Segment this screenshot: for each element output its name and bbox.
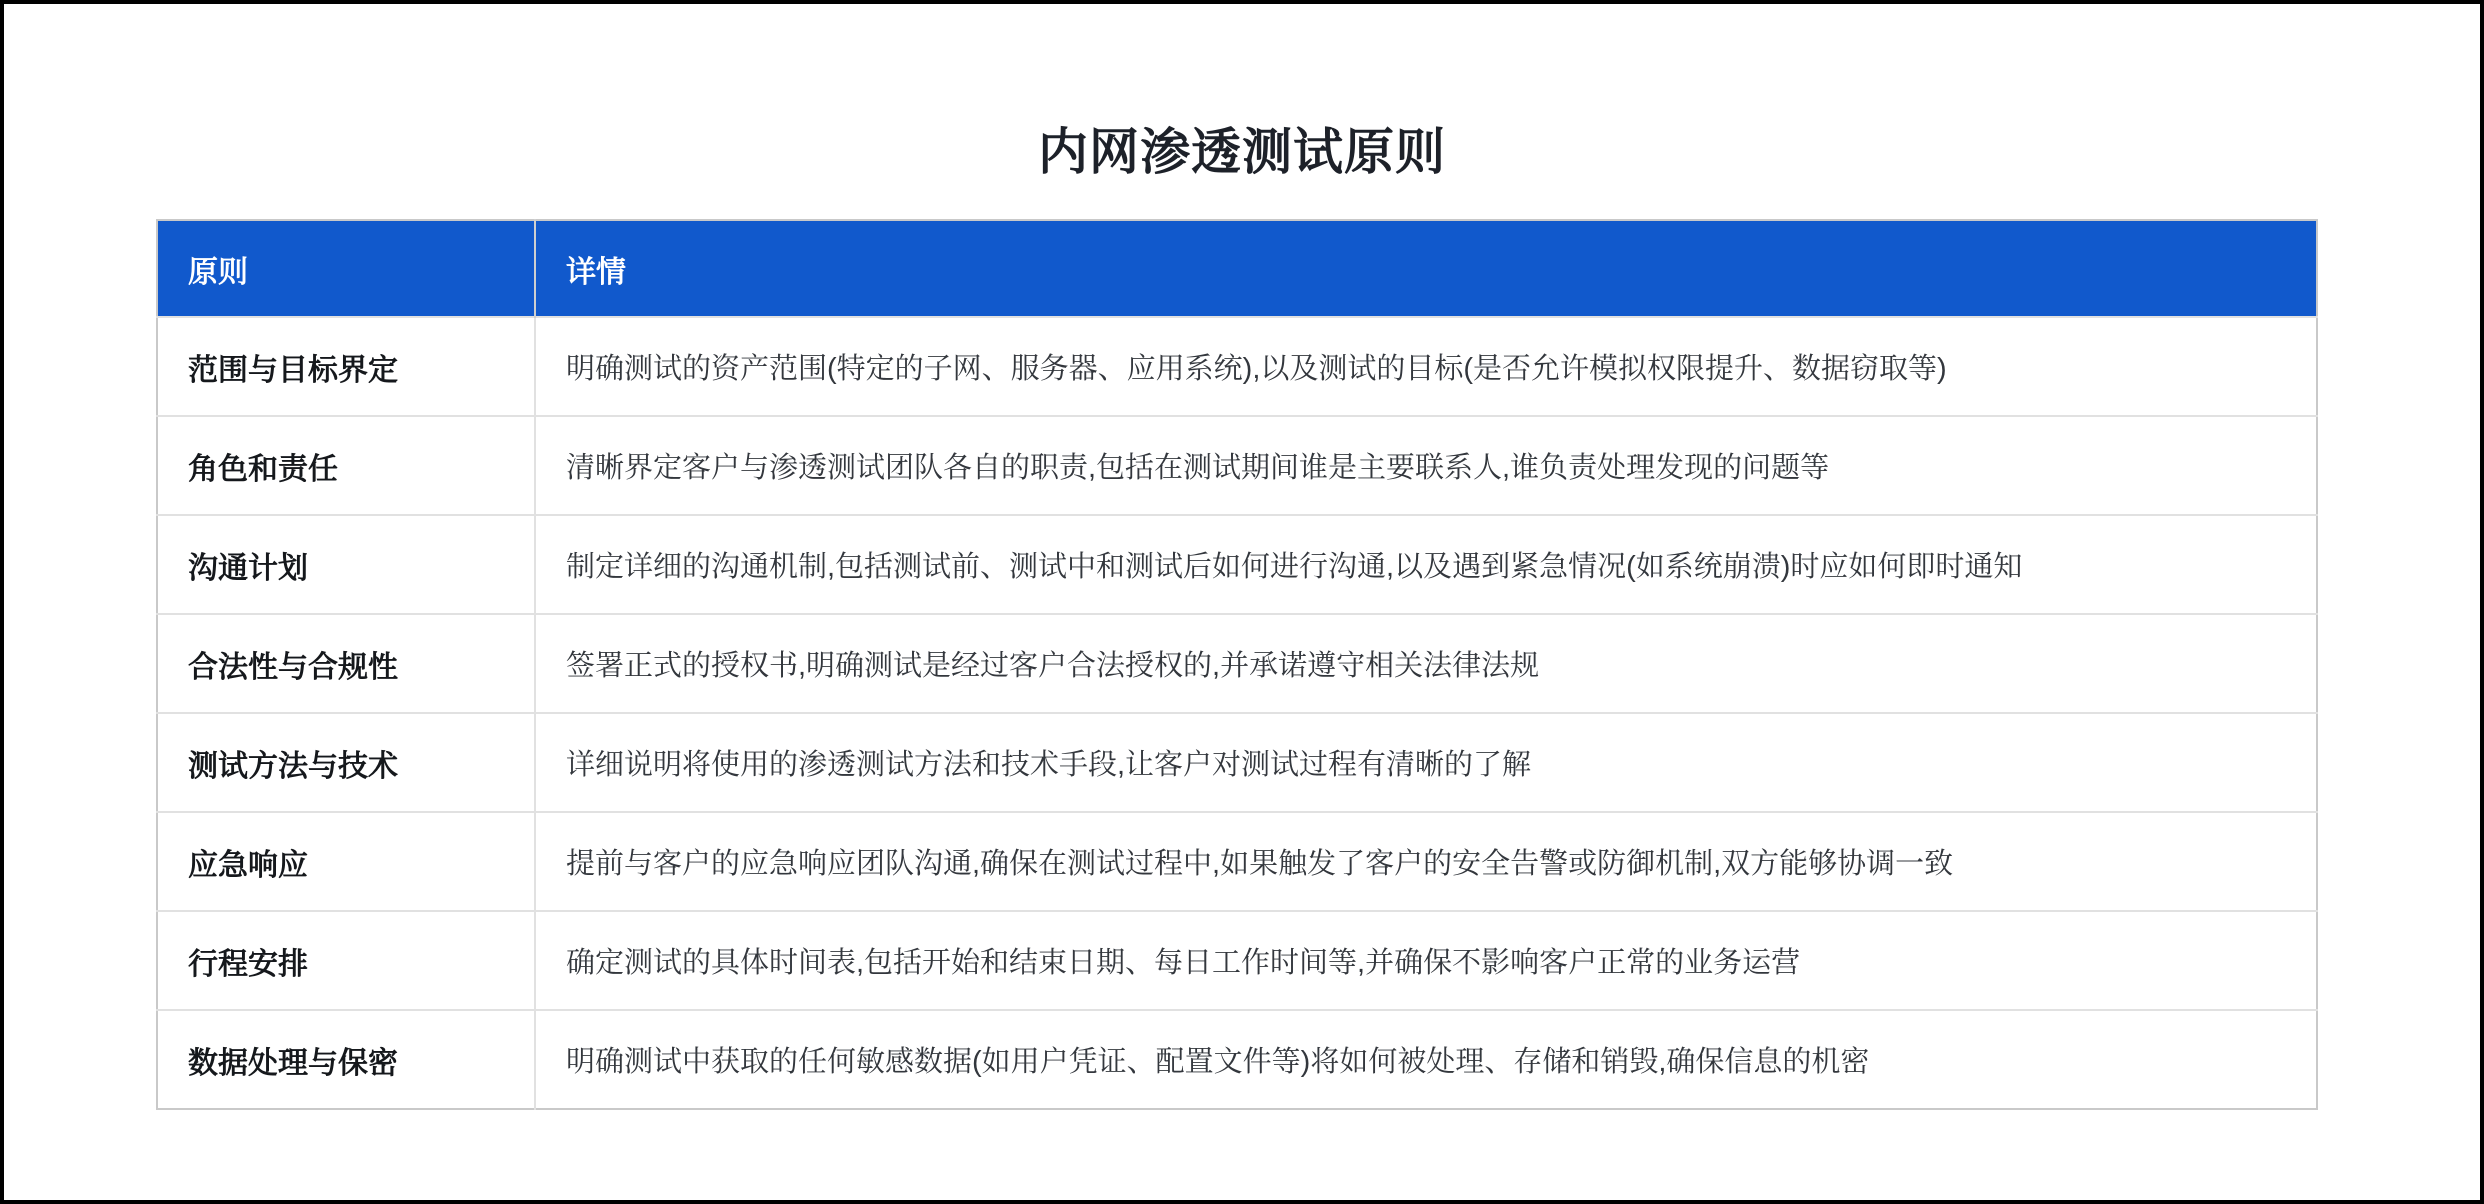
principle-cell: 行程安排 (157, 911, 535, 1010)
page-title: 内网渗透测试原则 (1038, 124, 1446, 180)
table-header-row (157, 220, 2317, 317)
table-row (157, 1010, 2317, 1109)
column-header-detail: 详情 (535, 220, 2317, 317)
column-header-principle: 原则 (157, 220, 535, 317)
detail-cell: 提前与客户的应急响应团队沟通,确保在测试过程中,如果触发了客户的安全告警或防御机制,双方能够协调一致 (535, 812, 2317, 911)
table-row (157, 812, 2317, 911)
principles-table (156, 219, 2318, 1110)
principle-cell: 角色和责任 (157, 416, 535, 515)
detail-cell: 制定详细的沟通机制,包括测试前、测试中和测试后如何进行沟通,以及遇到紧急情况(如系统崩溃)时应如何即时通知 (535, 515, 2317, 614)
detail-cell: 清晰界定客户与渗透测试团队各自的职责,包括在测试期间谁是主要联系人,谁负责处理发现的问题等 (535, 416, 2317, 515)
table-row (157, 515, 2317, 614)
principle-cell: 合法性与合规性 (157, 614, 535, 713)
table-row (157, 911, 2317, 1010)
principle-cell: 数据处理与保密 (157, 1010, 535, 1109)
principle-cell: 范围与目标界定 (157, 317, 535, 416)
detail-cell: 确定测试的具体时间表,包括开始和结束日期、每日工作时间等,并确保不影响客户正常的业务运营 (535, 911, 2317, 1010)
detail-cell: 签署正式的授权书,明确测试是经过客户合法授权的,并承诺遵守相关法律法规 (535, 614, 2317, 713)
principle-cell: 应急响应 (157, 812, 535, 911)
principle-cell: 测试方法与技术 (157, 713, 535, 812)
detail-cell: 详细说明将使用的渗透测试方法和技术手段,让客户对测试过程有清晰的了解 (535, 713, 2317, 812)
detail-cell: 明确测试的资产范围(特定的子网、服务器、应用系统),以及测试的目标(是否允许模拟权限提升、数据窃取等) (535, 317, 2317, 416)
table-row (157, 416, 2317, 515)
table-row (157, 713, 2317, 812)
table-row (157, 317, 2317, 416)
table-row (157, 614, 2317, 713)
detail-cell: 明确测试中获取的任何敏感数据(如用户凭证、配置文件等)将如何被处理、存储和销毁,确保信息的机密 (535, 1010, 2317, 1109)
principle-cell: 沟通计划 (157, 515, 535, 614)
